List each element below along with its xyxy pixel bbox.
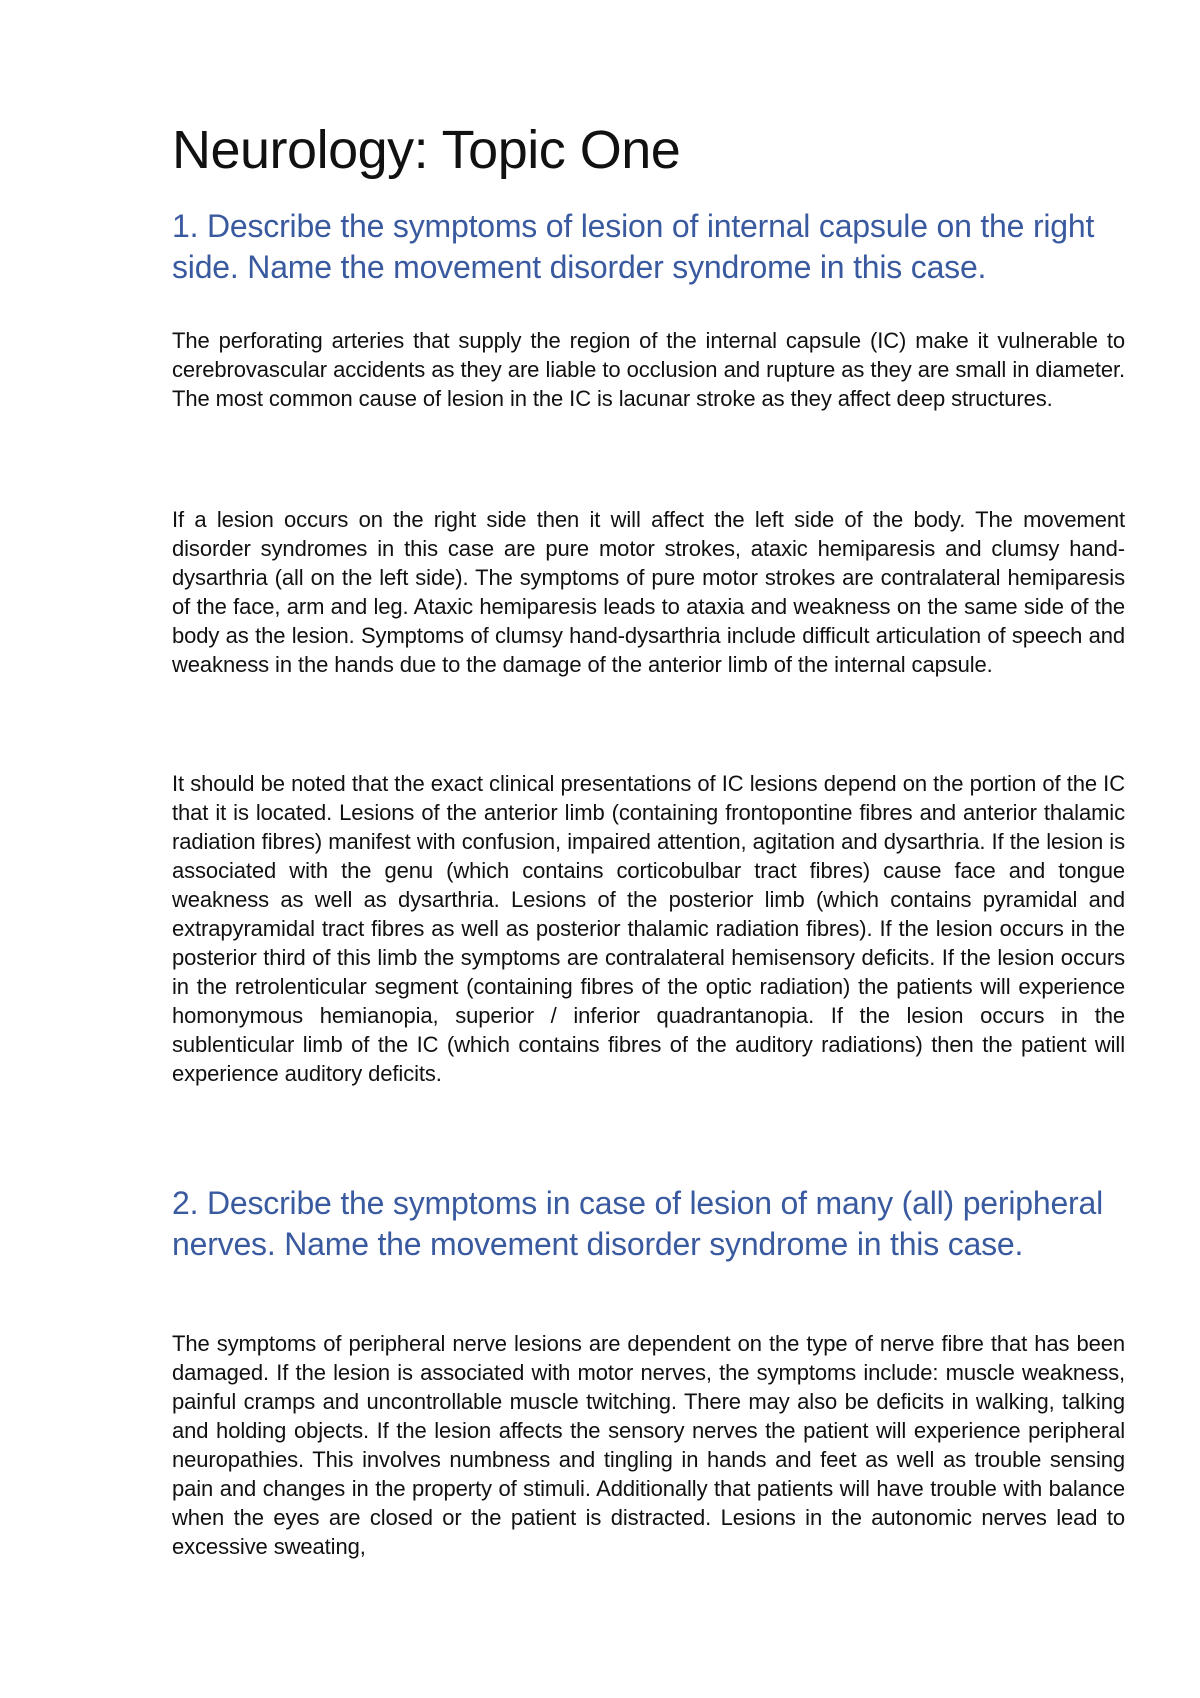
section-1-paragraph-3: It should be noted that the exact clinical presentations of IC lesions depend on the portion of the IC that it is located. Lesions of the anterior limb (containing frontopontine fibres and anterior thalamic radiation fibres) manifest with confusion, impaired attention, agitation and dysarthria. If the lesion is associated with the genu (which contains corticobulbar tract fibres) cause face and tongue weakness as well as dysarthria. Lesions of the posterior limb (which contains pyramidal and extrapyramidal tract fibres as well as posterior thalamic radiation fibres). If the lesion occurs in the posterior third of this limb the symptoms are contralateral hemisensory deficits. If the lesion occurs in the retrolenticular segment (containing fibres of the optic radiation) the patients will experience homonymous hemianopia, superior / inferior quadrantanopia. If the lesion occurs in the sublenticular limb of the IC (which contains fibres of the auditory radiations) then the patient will experience auditory deficits. <box>172 771 1125 1086</box>
section-2-heading: 2. Describe the symptoms in case of lesion of many (all) peripheral nerves. Name the movement disorder syndrome in this case. <box>172 1185 1104 1262</box>
section-1-paragraph-1: The perforating arteries that supply the region of the internal capsule (IC) make it vulnerable to cerebrovascular accidents as they are liable to occlusion and rupture as they are small in diameter. The most common cause of lesion in the IC is lacunar stroke as they affect deep structures. <box>172 328 1125 411</box>
section-1-heading: 1. Describe the symptoms of lesion of internal capsule on the right side. Name the movement disorder syndrome in this case. <box>172 208 1095 285</box>
section-2-paragraph-1: The symptoms of peripheral nerve lesions are dependent on the type of nerve fibre that has been damaged. If the lesion is associated with motor nerves, the symptoms include: muscle weakness, painful cramps and uncontrollable muscle twitching. There may also be deficits in walking, talking and holding objects. If the lesion affects the sensory nerves the patient will experience peripheral neuropathies. This involves numbness and tingling in hands and feet as well as trouble sensing pain and changes in the property of stimuli. Additionally that patients will have trouble with balance when the eyes are closed or the patient is distracted. Lesions in the autonomic nerves lead to excessive sweating, <box>172 1331 1125 1559</box>
document-title: Neurology: Topic One <box>172 120 681 180</box>
section-1-paragraph-2: If a lesion occurs on the right side then it will affect the left side of the body. The movement disorder syndromes in this case are pure motor strokes, ataxic hemiparesis and clumsy hand-dysarthria (all on the left side). The symptoms of pure motor strokes are contralateral hemiparesis of the face, arm and leg. Ataxic hemiparesis leads to ataxia and weakness on the same side of the body as the lesion. Symptoms of clumsy hand-dysarthria include difficult articulation of speech and weakness in the hands due to the damage of the anterior limb of the internal capsule. <box>172 507 1125 677</box>
